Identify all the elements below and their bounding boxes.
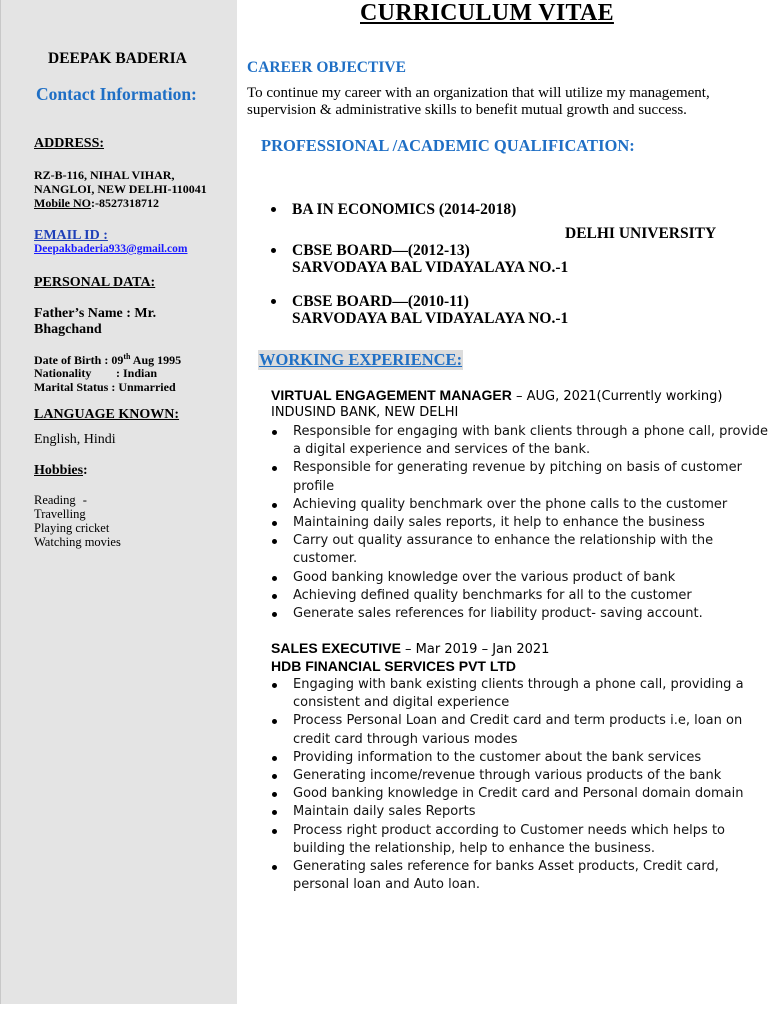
job-duty: Responsible for generating revenue by pitching on basis of customer profile <box>271 459 768 495</box>
language-heading: LANGUAGE KNOWN: <box>34 407 180 422</box>
nationality <box>34 366 157 381</box>
qualification-line2: SARVODAYA BAL VIDAYALAYA NO.-1 <box>292 310 569 327</box>
dob-label: Date of Birth : 09 <box>34 353 124 367</box>
job-dates: – Mar 2019 – Jan 2021 <box>400 642 550 657</box>
email-link[interactable]: Deepakbaderia933@gmail.com <box>34 243 188 255</box>
job-duty: Generating sales reference for banks Asset products, Credit card, personal loan and Auto loan. <box>271 858 768 894</box>
job-duty: Process Personal Loan and Credit card and term products i.e, loan on credit card through various modes <box>271 712 768 748</box>
job-duty: Achieving defined quality benchmarks for all to the customer <box>271 587 768 605</box>
hobby-reading <box>34 493 87 508</box>
hobby-label: Reading <box>34 493 76 507</box>
job-duties-list <box>271 423 768 623</box>
job-duty: Generate sales references for liability product- saving account. <box>271 605 768 623</box>
nationality-label: Nationality <box>34 366 92 380</box>
qualification-line1: CBSE BOARD—(2012-13) <box>292 241 470 259</box>
personal-data-heading: PERSONAL DATA: <box>34 275 156 290</box>
qualification-item <box>270 293 750 328</box>
job-company: HDB FINANCIAL SERVICES PVT LTD <box>271 658 517 674</box>
career-objective-heading: CAREER OBJECTIVE <box>247 59 406 76</box>
job-duty: Providing information to the customer about the bank services <box>271 749 768 767</box>
career-objective-line1: To continue my career with an organization that will utilize my management, <box>247 85 710 101</box>
job-title-row <box>271 640 549 657</box>
qualification-heading: PROFESSIONAL /ACADEMIC QUALIFICATION: <box>261 136 635 155</box>
address-line2: NANGLOI, NEW DELHI-110041 <box>34 182 207 196</box>
dob-sup: th <box>123 352 131 361</box>
job-dates: – AUG, 2021(Currently working) <box>511 389 723 404</box>
page-title: CURRICULUM VITAE <box>360 0 614 26</box>
qualification-list <box>270 201 750 328</box>
hobby-travelling: Travelling <box>34 507 86 521</box>
working-experience-heading: WORKING EXPERIENCE: <box>259 350 463 369</box>
job-role: VIRTUAL ENGAGEMENT MANAGER <box>271 387 512 403</box>
university: DELHI UNIVERSITY <box>565 225 717 242</box>
job-duty: Achieving quality benchmark over the phone calls to the customer <box>271 496 768 514</box>
qualification-item <box>270 242 750 277</box>
email-heading: EMAIL ID : <box>34 228 108 243</box>
qualification-line2: SARVODAYA BAL VIDAYALAYA NO.-1 <box>292 259 569 276</box>
qualification-line1: CBSE BOARD—(2010-11) <box>292 292 469 310</box>
hobbies-heading-row <box>34 463 88 479</box>
job-duties-list <box>271 676 768 894</box>
qualification-item <box>270 201 750 219</box>
job-company: INDUSIND BANK, NEW DELHI <box>271 405 459 420</box>
address-line1: RZ-B-116, NIHAL VIHAR, <box>34 168 175 182</box>
mobile-label: Mobile NO <box>34 196 91 210</box>
job-duty: Generating income/revenue through various products of the bank <box>271 767 768 785</box>
job-role: SALES EXECUTIVE <box>271 640 401 656</box>
job-duty: Maintaining daily sales reports, it help to enhance the business <box>271 514 768 532</box>
hobby-playing-cricket: Playing cricket <box>34 521 110 535</box>
father-name-line1: Father’s Name : Mr. <box>34 306 157 321</box>
contact-heading: Contact Information: <box>36 84 197 104</box>
hobbies-colon: : <box>83 463 88 478</box>
hobbies-heading: Hobbies <box>34 463 84 478</box>
father-name-line2: Bhagchand <box>34 322 102 337</box>
nationality-value: : Indian <box>116 366 158 380</box>
job-duty: Carry out quality assurance to enhance the relationship with the customer. <box>271 532 768 568</box>
job-duty: Good banking knowledge over the various product of bank <box>271 569 768 587</box>
career-objective-line2: supervision & administrative skills to benefit mutual growth and success. <box>247 102 687 118</box>
hobby-dash: - <box>82 493 87 507</box>
job-duty: Good banking knowledge in Credit card and Personal domain domain <box>271 785 768 803</box>
qualification-line1: BA IN ECONOMICS (2014-2018) <box>292 201 517 218</box>
job-duty: Responsible for engaging with bank clients through a phone call, provide a digital experience and services of the bank. <box>271 423 768 459</box>
job-duty: Process right product according to Customer needs which helps to building the relationship, help to enhance the business. <box>271 822 768 858</box>
address-heading: ADDRESS: <box>34 136 105 151</box>
languages: English, Hindi <box>34 432 116 447</box>
marital-status: Marital Status : Unmarried <box>34 380 176 394</box>
job-title-row <box>271 387 722 404</box>
job-duty: Engaging with bank existing clients through a phone call, providing a consistent and digital experience <box>271 676 768 712</box>
mobile-value: :-8527318712 <box>91 196 159 210</box>
job-duty: Maintain daily sales Reports <box>271 803 768 821</box>
dob-rest: Aug 1995 <box>130 353 182 367</box>
candidate-name: DEEPAK BADERIA <box>48 50 187 67</box>
hobby-watching-movies: Watching movies <box>34 535 121 549</box>
mobile-number <box>34 196 159 211</box>
